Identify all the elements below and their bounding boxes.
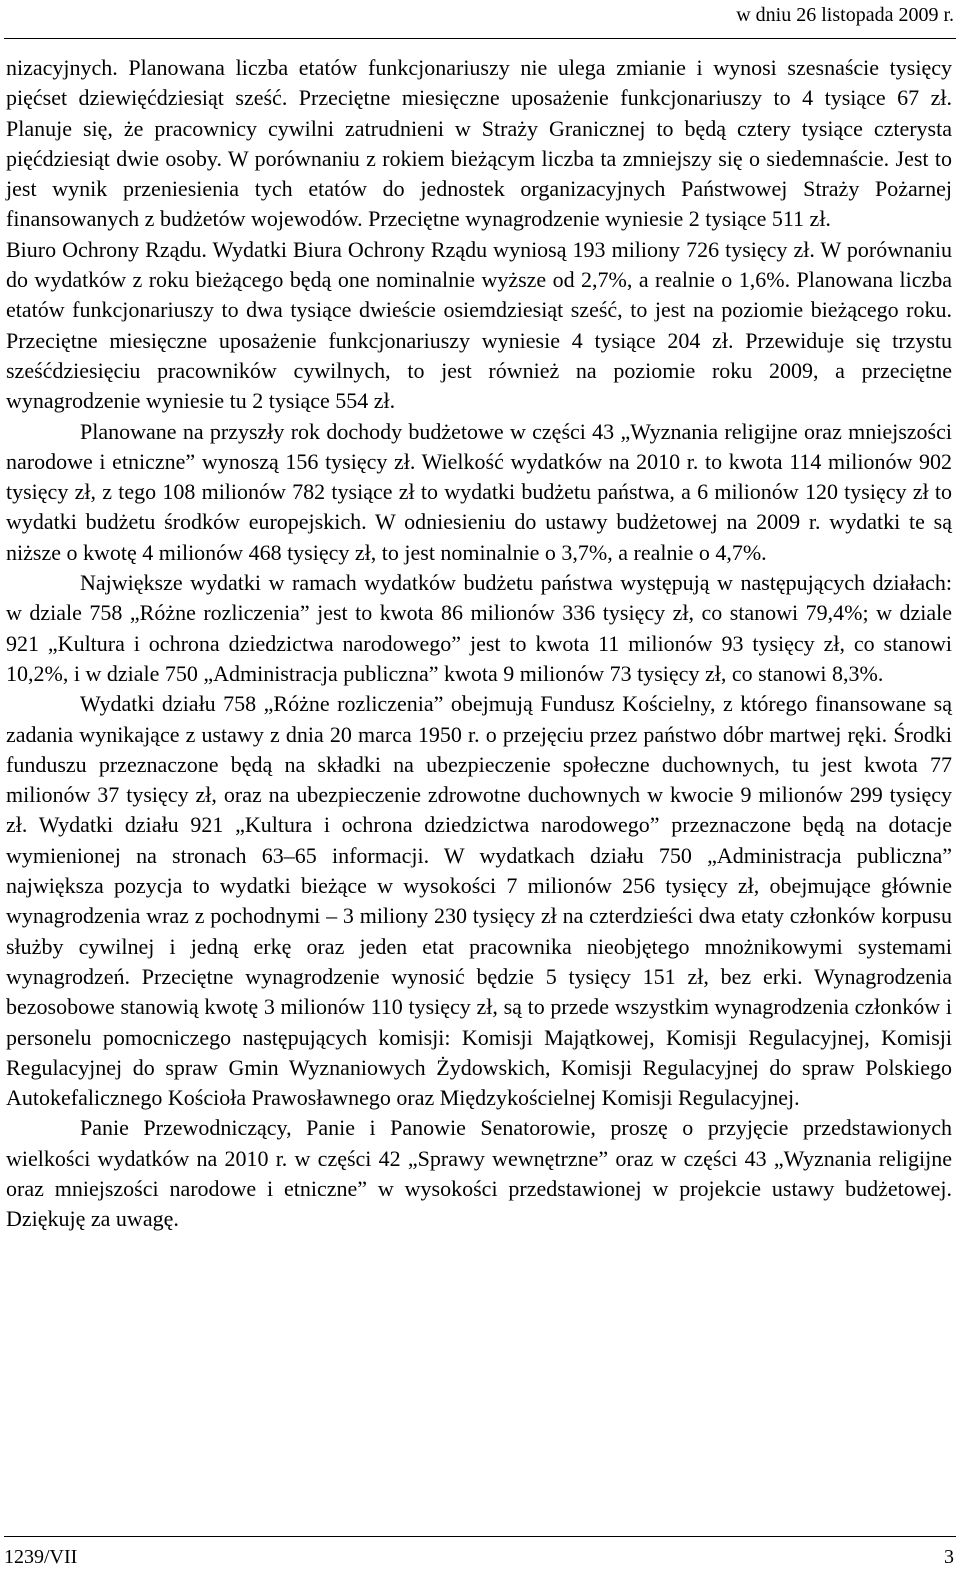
paragraph-largest-expenditures: Największe wydatki w ramach wydatków budżetu państwa występują w następujących działach: w dziale 758 „Różne rozliczenia” jest to kwota 86 milionów 336 tysięcy zł, co stanowi 79,4%; w dziale 921 „Kultura i ochrona dziedzictwa narodowego” jest to kwota 11 milionów 93 tysięcy zł, co stanowi 10,2%, i w dziale 750 „Administracja publiczna” kwota 9 milionów 73 tysięcy zł, co stanowi 8,3%.	[6, 570, 952, 686]
footer-divider	[4, 1536, 956, 1537]
document-body	[6, 53, 952, 1235]
paragraph-part-43-revenues: Planowane na przyszły rok dochody budżetowe w części 43 „Wyznania religijne oraz mniejszości narodowe i etniczne” wynoszą 156 tysięcy zł. Wielkość wydatków na 2010 r. to kwota 114 milionów 902 tysięcy zł, z tego 108 milionów 782 tysiące zł to wydatki budżetu państwa, a 6 milionów 120 tysięcy zł to wydatki budżetu środków europejskich. W odniesieniu do ustawy budżetowej na 2009 r. wydatki te są niższe o kwotę 4 milionów 468 tysięcy zł, to jest nominalnie o 3,7%, a realnie o 4,7%.	[6, 418, 952, 565]
running-header-date: w dniu 26 listopada 2009 r.	[736, 4, 954, 26]
paragraph-border-guard-continuation: nizacyjnych. Planowana liczba etatów funkcjonariuszy nie ulega zmianie i wynosi szesnaście tysięcy pięćset dziewięćdziesiąt sześć. Przeciętne miesięczne uposażenie funkcjonariuszy to 4 tysiące 67 zł. Planuje się, że pracownicy cywilni zatrudnieni w Straży Granicznej to będą cztery tysiące czterysta pięćdziesiąt dwie osoby. W porównaniu z rokiem bieżącym liczba ta zmniejszy się o siedemnaście. Jest to jest wynik przeniesienia tych etatów do jednostek organizacyjnych Państwowej Straży Pożarnej finansowanych z budżetów wojewodów. Przeciętne wynagrodzenie wyniesie 2 tysiące 511 zł.	[6, 55, 952, 232]
document-id: 1239/VII	[4, 1546, 78, 1568]
page-number: 3	[944, 1546, 954, 1568]
paragraph-government-protection-bureau: Biuro Ochrony Rządu. Wydatki Biura Ochrony Rządu wyniosą 193 miliony 726 tysięcy zł. W porównaniu do wydatków z roku bieżącego będą one nominalnie wyższe od 2,7%, a realnie o 1,6%. Planowana liczba etatów funkcjonariuszy to dwa tysiące dwieście osiemdziesiąt sześć, to jest na poziomie bieżącego roku. Przeciętne miesięczne uposażenie funkcjonariuszy wyniesie 4 tysiące 204 zł. Przewiduje się trzystu sześćdziesięciu pracowników cywilnych, to jest również na poziomie roku 2009, a przeciętne wynagrodzenie wyniesie tu 2 tysiące 554 zł.	[6, 236, 952, 414]
header-divider	[4, 38, 956, 39]
paragraph-section-758-details: Wydatki działu 758 „Różne rozliczenia” obejmują Fundusz Kościelny, z którego finansowane są zadania wynikające z ustawy z dnia 20 marca 1950 r. o przejęciu przez państwo dóbr martwej ręki. Środki funduszu przeznaczone będą na składki na ubezpieczenie społeczne duchownych, tu jest kwota 77 milionów 37 tysięcy zł, oraz na ubezpieczenie zdrowotne duchownych w kwocie 9 milionów 299 tysięcy zł. Wydatki działu 921 „Kultura i ochrona dziedzictwa narodowego” przeznaczone będą na dotacje wymienionej na stronach 63–65 informacji. W wydatkach działu 750 „Administracja publiczna” największa pozycja to wydatki bieżące w wysokości 7 milionów 256 tysięcy zł, obejmujące głównie wynagrodzenia wraz z pochodnymi – 3 miliony 230 tysięcy zł na czterdzieści dwa etaty członków korpusu służby cywilnej i jedną erkę oraz jeden etat pracownika nieobjętego mnożnikowymi systemami wynagrodzeń. Przeciętne wynagrodzenie wynosić będzie 5 tysięcy 151 zł, bez erki. Wynagrodzenia bezosobowe stanowią kwotę 3 milionów 110 tysięcy zł, są to przede wszystkim wynagrodzenia członków i personelu pomocniczego następujących komisji: Komisji Majątkowej, Komisji Regulacyjnej, Komisji Regulacyjnej do spraw Gmin Wyznaniowych Żydowskich, Komisji Regulacyjnej do spraw Polskiego Autokefalicznego Kościoła Prawosławnego oraz Międzykościelnej Komisji Regulacyjnej.	[6, 691, 952, 1111]
paragraph-closing-request: Panie Przewodniczący, Panie i Panowie Senatorowie, proszę o przyjęcie przedstawionych wielkości wydatków na 2010 r. w części 42 „Sprawy wewnętrzne” oraz w części 43 „Wyznania religijne oraz mniejszości narodowe i etniczne” w wysokości przedstawionej w projekcie ustawy budżetowej. Dziękuję za uwagę.	[6, 1115, 952, 1232]
